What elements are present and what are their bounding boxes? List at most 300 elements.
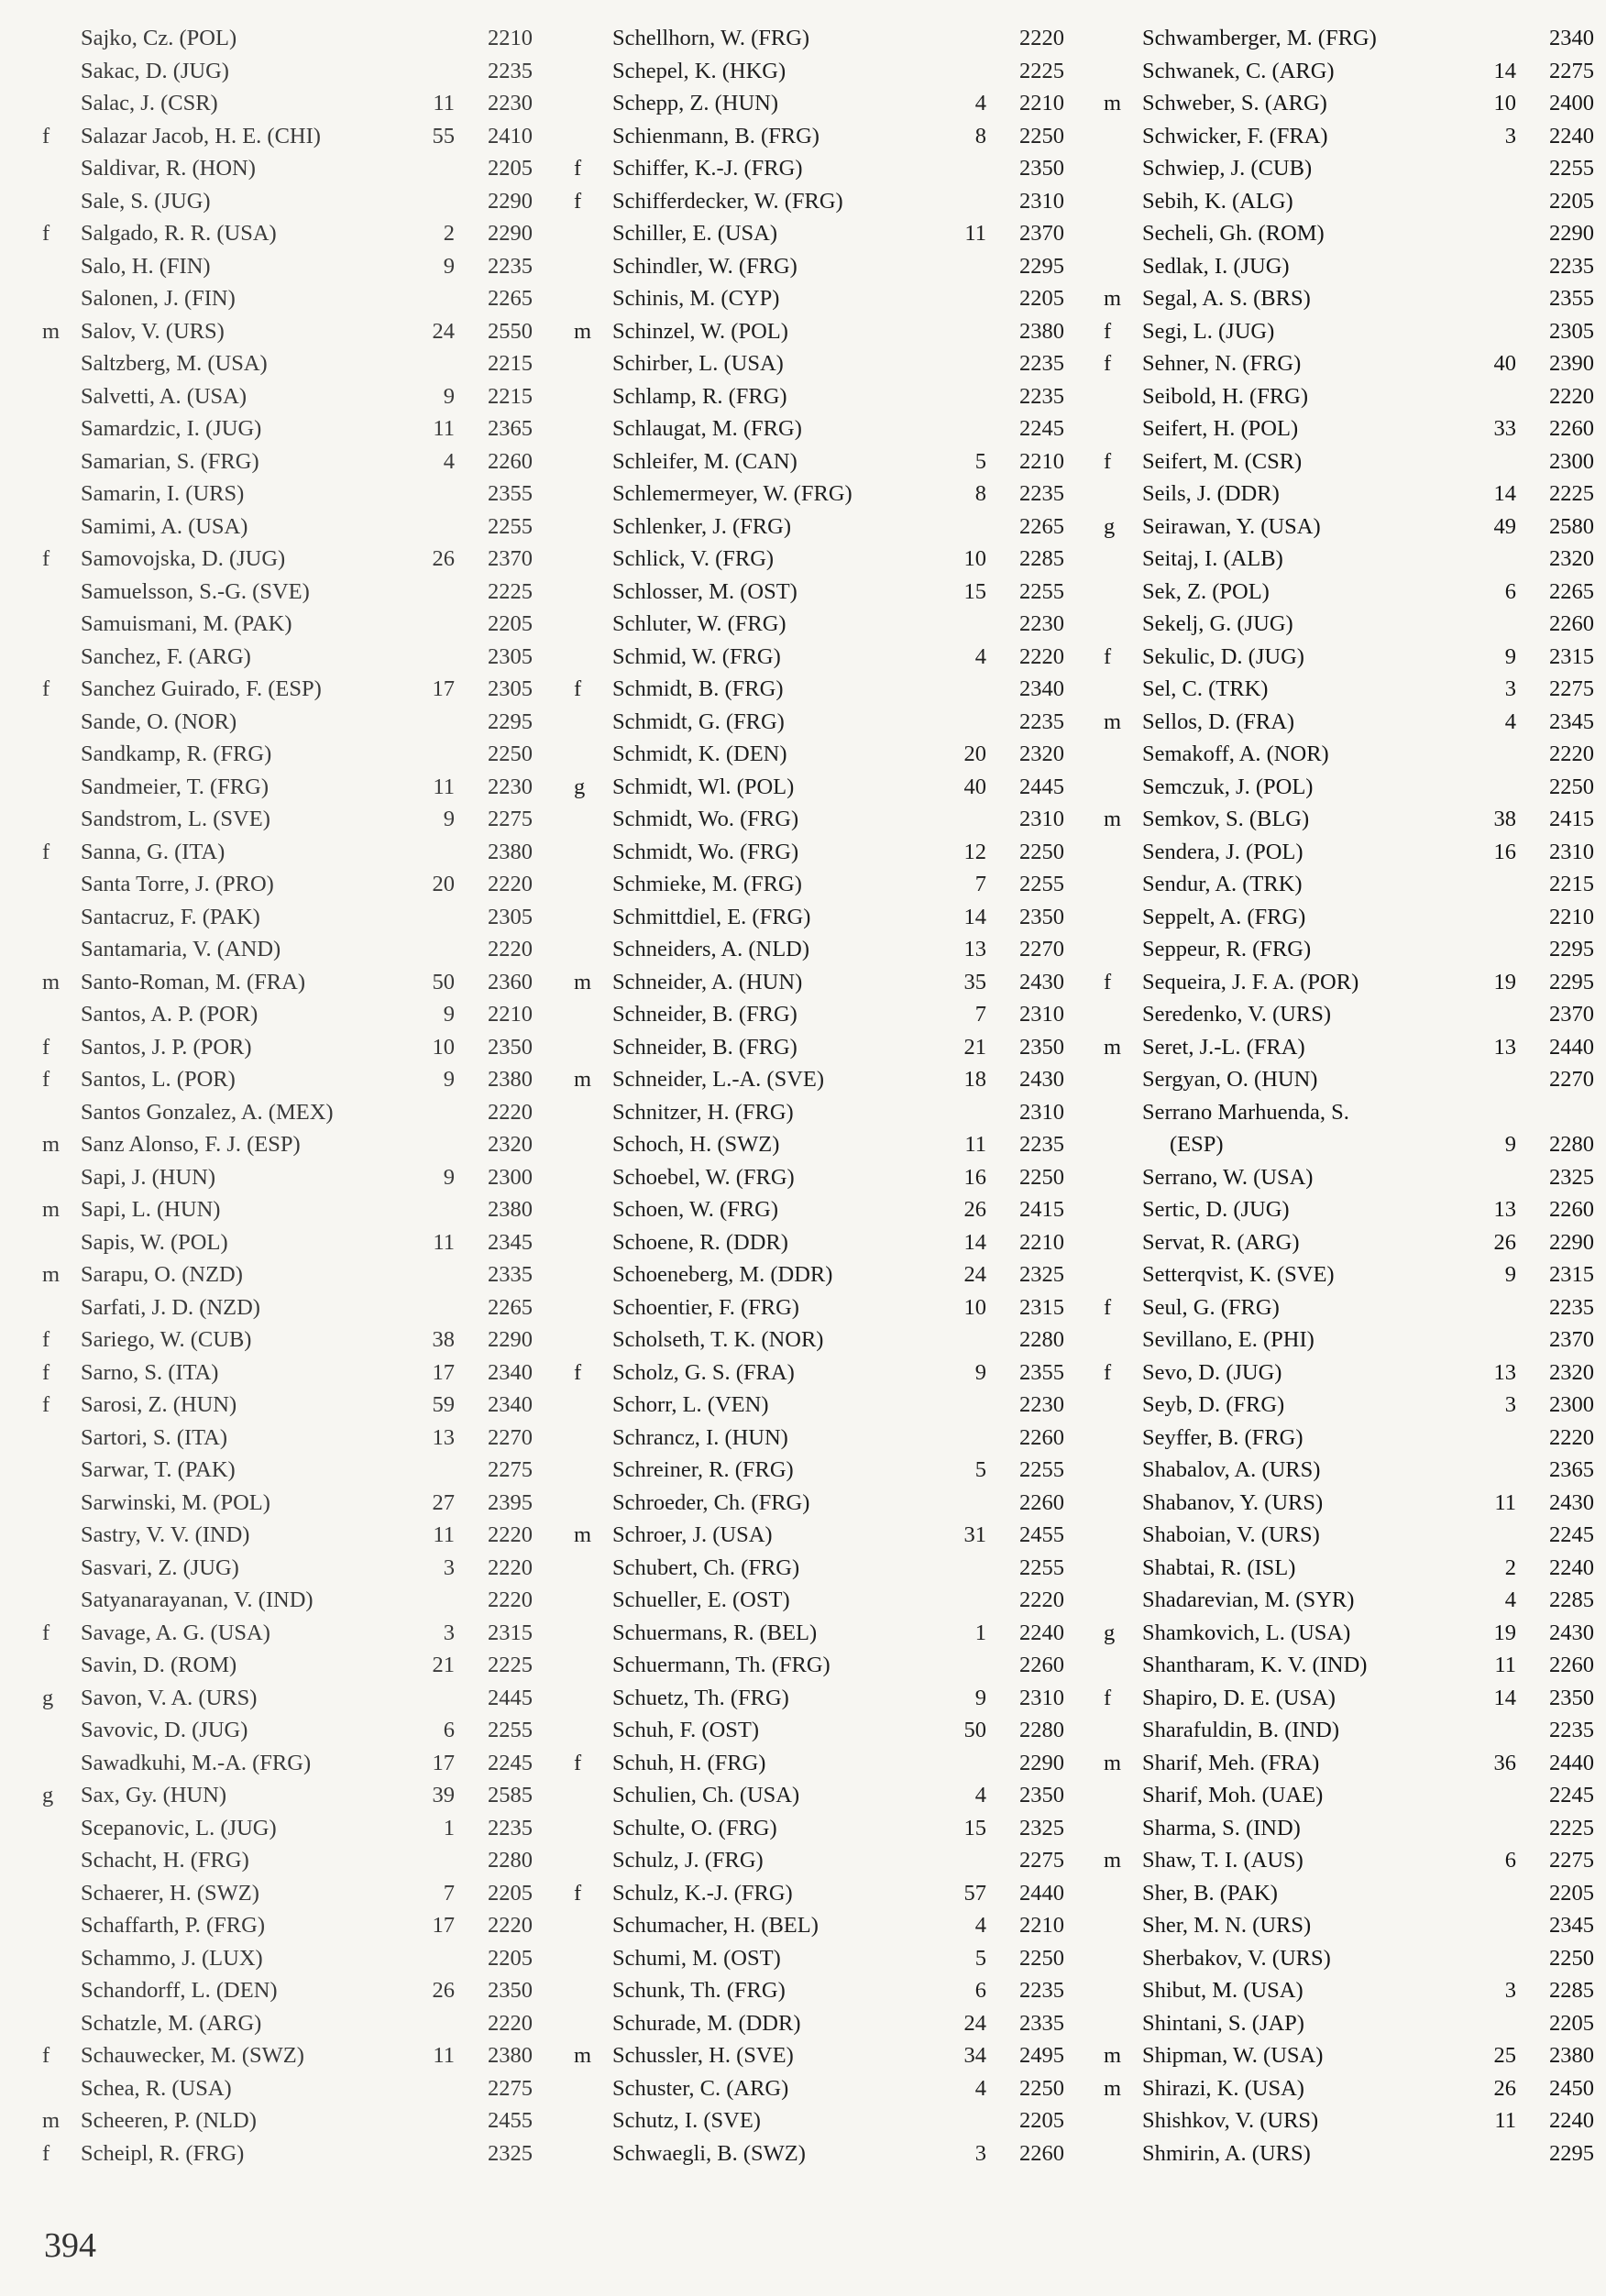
games-count: 11 [964, 221, 986, 246]
rating: 2265 [488, 286, 533, 311]
list-item [42, 1128, 533, 1161]
list-item [574, 1063, 1064, 1096]
list-item [1104, 1844, 1594, 1877]
player-name: Santos, A. P. (POR) [81, 1002, 258, 1027]
list-item [1104, 347, 1594, 380]
list-item [1104, 738, 1594, 771]
list-item [42, 966, 533, 999]
rating: 2220 [1019, 643, 1064, 669]
rating: 2350 [1019, 156, 1064, 181]
rating: 2235 [1549, 1718, 1594, 1742]
rating: 2250 [1549, 774, 1594, 799]
rating: 2225 [488, 578, 533, 604]
rating: 2415 [1549, 807, 1594, 831]
rating: 2250 [1019, 1945, 1064, 1971]
player-name: Servat, R. (ARG) [1142, 1229, 1300, 1255]
list-item [574, 1649, 1064, 1682]
player-name: Sasvari, Z. (JUG) [81, 1554, 239, 1580]
player-name: Seils, J. (DDR) [1142, 481, 1280, 506]
rating: 2215 [488, 383, 533, 409]
player-name: Shipman, W. (USA) [1142, 2043, 1324, 2068]
list-item [1104, 1617, 1594, 1650]
player-name: Schea, R. (USA) [81, 2075, 232, 2101]
games-count: 17 [432, 676, 455, 701]
games-count: 26 [432, 546, 455, 571]
rating: 2235 [1549, 253, 1594, 279]
list-item [574, 380, 1064, 413]
rating: 2285 [1549, 1587, 1594, 1612]
games-count: 6 [1504, 578, 1516, 604]
player-name: Shishkov, V. (URS) [1142, 2108, 1319, 2133]
player-name: Schiller, E. (USA) [612, 221, 778, 246]
list-item [42, 1161, 533, 1194]
player-name: Schwiep, J. (CUB) [1142, 156, 1313, 181]
list-item [574, 1161, 1064, 1194]
list-item [42, 1096, 533, 1129]
list-item [1104, 803, 1594, 836]
player-name: Shintani, S. (JAP) [1142, 2010, 1304, 2036]
rating: 2495 [1019, 2043, 1064, 2068]
rating: 2225 [1549, 1815, 1594, 1840]
rating: 2220 [1019, 1587, 1064, 1612]
rating: 2300 [1549, 1392, 1594, 1417]
player-name: Salonen, J. (FIN) [81, 286, 236, 311]
list-item [42, 771, 533, 804]
player-name: Schubert, Ch. (FRG) [612, 1554, 800, 1580]
player-name: Schlick, V. (FRG) [612, 546, 775, 571]
player-name: Schulien, Ch. (USA) [612, 1783, 800, 1807]
list-item [1104, 966, 1594, 999]
list-item [574, 738, 1064, 771]
player-name: Shantharam, K. V. (IND) [1142, 1653, 1368, 1677]
list-item [42, 2007, 533, 2040]
games-count: 18 [963, 1067, 986, 1092]
rating: 2235 [488, 1815, 533, 1840]
title-mark: f [574, 1359, 582, 1385]
games-count: 20 [963, 742, 986, 766]
rating: 2245 [1549, 1522, 1594, 1547]
games-count: 19 [1493, 969, 1516, 994]
list-item [574, 120, 1064, 153]
games-count: 16 [963, 1164, 986, 1190]
player-name: Segal, A. S. (BRS) [1142, 286, 1311, 311]
rating: 2410 [488, 123, 533, 148]
player-name: Shmirin, A. (URS) [1142, 2140, 1311, 2166]
rating: 2290 [488, 188, 533, 214]
list-item [1104, 543, 1594, 576]
rating: 2305 [488, 676, 533, 701]
player-name: Schandorff, L. (DEN) [81, 1978, 278, 2003]
rating: 2550 [488, 318, 533, 344]
player-name: Schellhorn, W. (FRG) [612, 26, 810, 50]
games-count: 14 [1493, 1685, 1516, 1710]
list-item [574, 1584, 1064, 1617]
games-count: 2 [443, 221, 455, 246]
games-count: 34 [963, 2043, 986, 2068]
list-item [42, 738, 533, 771]
player-name: Sehner, N. (FRG) [1142, 351, 1302, 376]
player-name: Seppelt, A. (FRG) [1142, 904, 1306, 929]
rating: 2250 [1019, 2075, 1064, 2101]
player-name: Seifert, H. (POL) [1142, 416, 1299, 441]
player-name: Santos, L. (POR) [81, 1067, 236, 1092]
games-count: 4 [974, 643, 986, 669]
rating: 2295 [1019, 253, 1064, 279]
rating: 2585 [488, 1783, 533, 1807]
rating: 2310 [1019, 188, 1064, 214]
list-item [574, 2137, 1064, 2170]
player-name: Seredenko, V. (URS) [1142, 1002, 1331, 1027]
rating: 2220 [1549, 1424, 1594, 1450]
rating: 2265 [1019, 513, 1064, 539]
rating: 2370 [1019, 221, 1064, 246]
player-name: Seibold, H. (FRG) [1142, 383, 1309, 409]
games-count: 38 [1493, 807, 1516, 831]
list-item [42, 1324, 533, 1357]
player-name: Shapiro, D. E. (USA) [1142, 1685, 1336, 1710]
player-name: Sariego, W. (CUB) [81, 1327, 252, 1352]
list-item [42, 22, 533, 55]
rating: 2355 [1019, 1359, 1064, 1385]
rating: 2225 [488, 1653, 533, 1677]
list-item [42, 1877, 533, 1910]
games-count: 40 [1493, 351, 1516, 376]
rating: 2270 [488, 1424, 533, 1450]
list-item [1104, 1226, 1594, 1259]
player-name: Shibut, M. (USA) [1142, 1978, 1304, 2003]
player-name: Sandkamp, R. (FRG) [81, 742, 272, 766]
games-count: 40 [963, 774, 986, 799]
list-item [1104, 1812, 1594, 1845]
list-item [1104, 2137, 1594, 2170]
rating: 2270 [1549, 1067, 1594, 1092]
list-item [42, 445, 533, 478]
games-count: 4 [974, 1913, 986, 1938]
title-mark: m [1104, 1848, 1122, 1873]
player-name: Sarno, S. (ITA) [81, 1359, 219, 1385]
title-mark: f [42, 1067, 50, 1092]
player-name: Sarwinski, M. (POL) [81, 1489, 270, 1515]
player-name: Sharma, S. (IND) [1142, 1815, 1301, 1840]
title-mark: f [42, 1359, 50, 1385]
games-count: 9 [1504, 1262, 1516, 1287]
list-item [1104, 608, 1594, 641]
rating: 2335 [488, 1262, 533, 1287]
list-item [574, 1747, 1064, 1780]
player-name: Sarosi, Z. (HUN) [81, 1392, 237, 1417]
player-name: Sharif, Moh. (UAE) [1142, 1783, 1324, 1807]
games-count: 13 [432, 1424, 455, 1450]
rating: 2210 [1549, 904, 1594, 929]
list-item [1104, 706, 1594, 739]
rating: 2345 [1549, 709, 1594, 734]
games-count: 13 [963, 937, 986, 961]
list-item [574, 1389, 1064, 1422]
list-item [574, 1909, 1064, 1942]
player-name: Sherbakov, V. (URS) [1142, 1945, 1331, 1971]
list-item [42, 1031, 533, 1064]
list-item [574, 185, 1064, 218]
player-name: Schuetz, Th. (FRG) [612, 1685, 789, 1710]
player-name: Savovic, D. (JUG) [81, 1718, 248, 1742]
list-item [574, 22, 1064, 55]
player-name: Seret, J.-L. (FRA) [1142, 1034, 1305, 1060]
games-count: 8 [974, 123, 986, 148]
title-mark: f [574, 188, 582, 214]
list-item [574, 868, 1064, 901]
player-name: Seul, G. (FRG) [1142, 1294, 1280, 1320]
player-name: Schreiner, R. (FRG) [612, 1457, 794, 1482]
title-mark: m [1104, 91, 1122, 115]
player-name: Sevillano, E. (PHI) [1142, 1327, 1314, 1352]
games-count: 7 [974, 1002, 986, 1027]
player-name: Schoch, H. (SWZ) [612, 1132, 780, 1157]
list-item [574, 2007, 1064, 2040]
player-name: Sandstrom, L. (SVE) [81, 807, 270, 831]
list-item [574, 217, 1064, 250]
games-count: 14 [1493, 481, 1516, 506]
rating: 2220 [488, 1587, 533, 1612]
player-name: Schmidt, Wl. (POL) [612, 774, 795, 799]
player-name: Sakac, D. (JUG) [81, 58, 229, 83]
list-item [574, 511, 1064, 544]
player-name: Sequeira, J. F. A. (POR) [1142, 969, 1359, 994]
rating: 2235 [1549, 1294, 1594, 1320]
rating: 2280 [1019, 1327, 1064, 1352]
player-name [1142, 1096, 1481, 1161]
player-name: Salgado, R. R. (USA) [81, 221, 277, 246]
list-item [574, 2072, 1064, 2105]
player-name: Santa Torre, J. (PRO) [81, 872, 274, 896]
list-item [574, 1812, 1064, 1845]
rating: 2320 [1549, 1359, 1594, 1385]
list-item [1104, 933, 1594, 966]
list-item [1104, 315, 1594, 348]
player-name: Shabtai, R. (ISL) [1142, 1554, 1296, 1580]
rating: 2250 [1019, 839, 1064, 864]
title-mark: f [1104, 318, 1112, 344]
list-item [1104, 836, 1594, 869]
rating: 2370 [488, 546, 533, 571]
rating: 2210 [1019, 1913, 1064, 1938]
games-count: 21 [963, 1034, 986, 1060]
games-count: 7 [974, 872, 986, 896]
title-mark: m [42, 2108, 60, 2133]
list-item [574, 1519, 1064, 1552]
rating: 2210 [488, 26, 533, 50]
title-mark: f [1104, 448, 1112, 474]
list-item [1104, 1161, 1594, 1194]
rating: 2380 [488, 1067, 533, 1092]
games-count: 13 [1493, 1197, 1516, 1222]
rating: 2395 [488, 1489, 533, 1515]
rating: 2285 [1549, 1978, 1594, 2003]
list-item [42, 1747, 533, 1780]
list-item [574, 250, 1064, 283]
rating: 2450 [1549, 2075, 1594, 2101]
player-name: Sharif, Meh. (FRA) [1142, 1750, 1320, 1775]
list-item [42, 1552, 533, 1585]
list-item [574, 1031, 1064, 1064]
player-name: Schussler, H. (SVE) [612, 2043, 794, 2068]
title-mark: f [42, 2140, 50, 2166]
title-mark: f [1104, 351, 1112, 376]
title-mark: m [1104, 1034, 1122, 1060]
list-item [574, 87, 1064, 120]
rating: 2315 [1549, 643, 1594, 669]
player-name: Schinzel, W. (POL) [612, 318, 788, 344]
rating: 2300 [1549, 448, 1594, 474]
player-name: Schluter, W. (FRG) [612, 611, 786, 636]
list-item [42, 1519, 533, 1552]
games-count: 14 [963, 904, 986, 929]
rating: 2250 [1019, 1164, 1064, 1190]
list-item [42, 803, 533, 836]
player-name: Schnitzer, H. (FRG) [612, 1099, 794, 1125]
player-name: Sanchez, F. (ARG) [81, 643, 251, 669]
player-name: Salov, V. (URS) [81, 318, 225, 344]
player-name: Schulz, J. (FRG) [612, 1848, 764, 1873]
rating: 2220 [488, 872, 533, 896]
rating: 2235 [1019, 351, 1064, 376]
player-name: Schmidt, Wo. (FRG) [612, 839, 799, 864]
list-item [42, 1714, 533, 1747]
rating: 2255 [1019, 1554, 1064, 1580]
list-item [574, 412, 1064, 445]
list-item [574, 673, 1064, 706]
list-item [42, 1357, 533, 1390]
player-name: Sandmeier, T. (FRG) [81, 774, 269, 799]
rating: 2290 [1549, 1229, 1594, 1255]
rating: 2205 [1549, 2010, 1594, 2036]
list-item [574, 1942, 1064, 1975]
player-name: Sellos, D. (FRA) [1142, 709, 1295, 734]
games-count: 4 [443, 448, 455, 474]
player-name: Savin, D. (ROM) [81, 1653, 237, 1677]
list-item [42, 2104, 533, 2137]
rating: 2340 [1549, 26, 1594, 50]
rating: 2260 [488, 448, 533, 474]
title-mark: f [1104, 643, 1112, 669]
games-count: 31 [963, 1522, 986, 1547]
rating: 2315 [1549, 1262, 1594, 1287]
games-count: 5 [974, 448, 986, 474]
title-mark: m [1104, 709, 1122, 734]
rating: 2220 [488, 1554, 533, 1580]
player-name: Schoebel, W. (FRG) [612, 1164, 795, 1190]
player-name: Sendur, A. (TRK) [1142, 872, 1303, 896]
list-item [42, 2039, 533, 2072]
player-name: Sande, O. (NOR) [81, 709, 237, 734]
player-name: Sharafuldin, B. (IND) [1142, 1718, 1340, 1742]
player-name: Santo-Roman, M. (FRA) [81, 969, 305, 994]
list-item [42, 1226, 533, 1259]
player-name: Schuh, F. (OST) [612, 1718, 760, 1742]
games-count: 20 [432, 872, 455, 896]
list-item [1104, 250, 1594, 283]
player-name: Schneiders, A. (NLD) [612, 937, 810, 961]
title-mark: m [42, 1262, 60, 1287]
list-item [574, 641, 1064, 674]
games-count: 3 [443, 1620, 455, 1645]
list-item [1104, 2039, 1594, 2072]
player-name: Sajko, Cz. (POL) [81, 26, 237, 50]
player-name: Schmid, W. (FRG) [612, 643, 781, 669]
rating: 2210 [1019, 91, 1064, 115]
player-name: Scholz, G. S. (FRA) [612, 1359, 795, 1385]
rating: 2290 [1019, 1750, 1064, 1775]
games-count: 10 [432, 1034, 455, 1060]
list-item [574, 1258, 1064, 1291]
list-item [42, 185, 533, 218]
games-count: 24 [963, 1262, 986, 1287]
list-item [42, 2072, 533, 2105]
rating: 2220 [1549, 383, 1594, 409]
rating: 2220 [488, 1099, 533, 1125]
list-item [574, 282, 1064, 315]
list-item [1104, 901, 1594, 934]
rating: 2275 [1549, 58, 1594, 83]
player-name: Schweber, S. (ARG) [1142, 91, 1327, 115]
list-item [42, 1682, 533, 1715]
rating: 2355 [1549, 286, 1594, 311]
player-name: Schatzle, M. (ARG) [81, 2010, 262, 2036]
title-mark: g [574, 774, 586, 799]
player-name: Salo, H. (FIN) [81, 253, 211, 279]
rating: 2380 [488, 1197, 533, 1222]
rating: 2415 [1019, 1197, 1064, 1222]
rating: 2220 [488, 1913, 533, 1938]
list-item [42, 706, 533, 739]
title-mark: g [42, 1685, 54, 1710]
player-name: Sendera, J. (POL) [1142, 839, 1304, 864]
player-name: Schwicker, F. (FRA) [1142, 123, 1328, 148]
rating: 2240 [1549, 123, 1594, 148]
rating: 2430 [1019, 969, 1064, 994]
player-name: Schammo, J. (LUX) [81, 1945, 263, 1971]
rating: 2270 [1019, 937, 1064, 961]
rating: 2240 [1549, 2108, 1594, 2133]
list-item [574, 1454, 1064, 1487]
list-item [1104, 87, 1594, 120]
list-item [42, 478, 533, 511]
games-count: 8 [974, 481, 986, 506]
list-item [42, 673, 533, 706]
list-item [1104, 412, 1594, 445]
player-name: Schneider, L.-A. (SVE) [612, 1067, 825, 1092]
games-count: 9 [1504, 643, 1516, 669]
player-name: Sarapu, O. (NZD) [81, 1262, 243, 1287]
games-count: 11 [1494, 1653, 1516, 1677]
list-item [574, 771, 1064, 804]
list-item [1104, 282, 1594, 315]
rating: 2245 [488, 1750, 533, 1775]
rating: 2350 [1019, 1783, 1064, 1807]
list-item [42, 1649, 533, 1682]
games-count: 10 [963, 546, 986, 571]
list-item [574, 836, 1064, 869]
list-item [574, 478, 1064, 511]
player-name: Schwamberger, M. (FRG) [1142, 26, 1377, 50]
list-item [1104, 1487, 1594, 1520]
rating: 2235 [488, 58, 533, 83]
list-item [42, 152, 533, 185]
rating: 2260 [1549, 416, 1594, 441]
rating: 2360 [488, 969, 533, 994]
player-name: Sale, S. (JUG) [81, 188, 211, 214]
list-item [42, 412, 533, 445]
list-item [1104, 1258, 1594, 1291]
